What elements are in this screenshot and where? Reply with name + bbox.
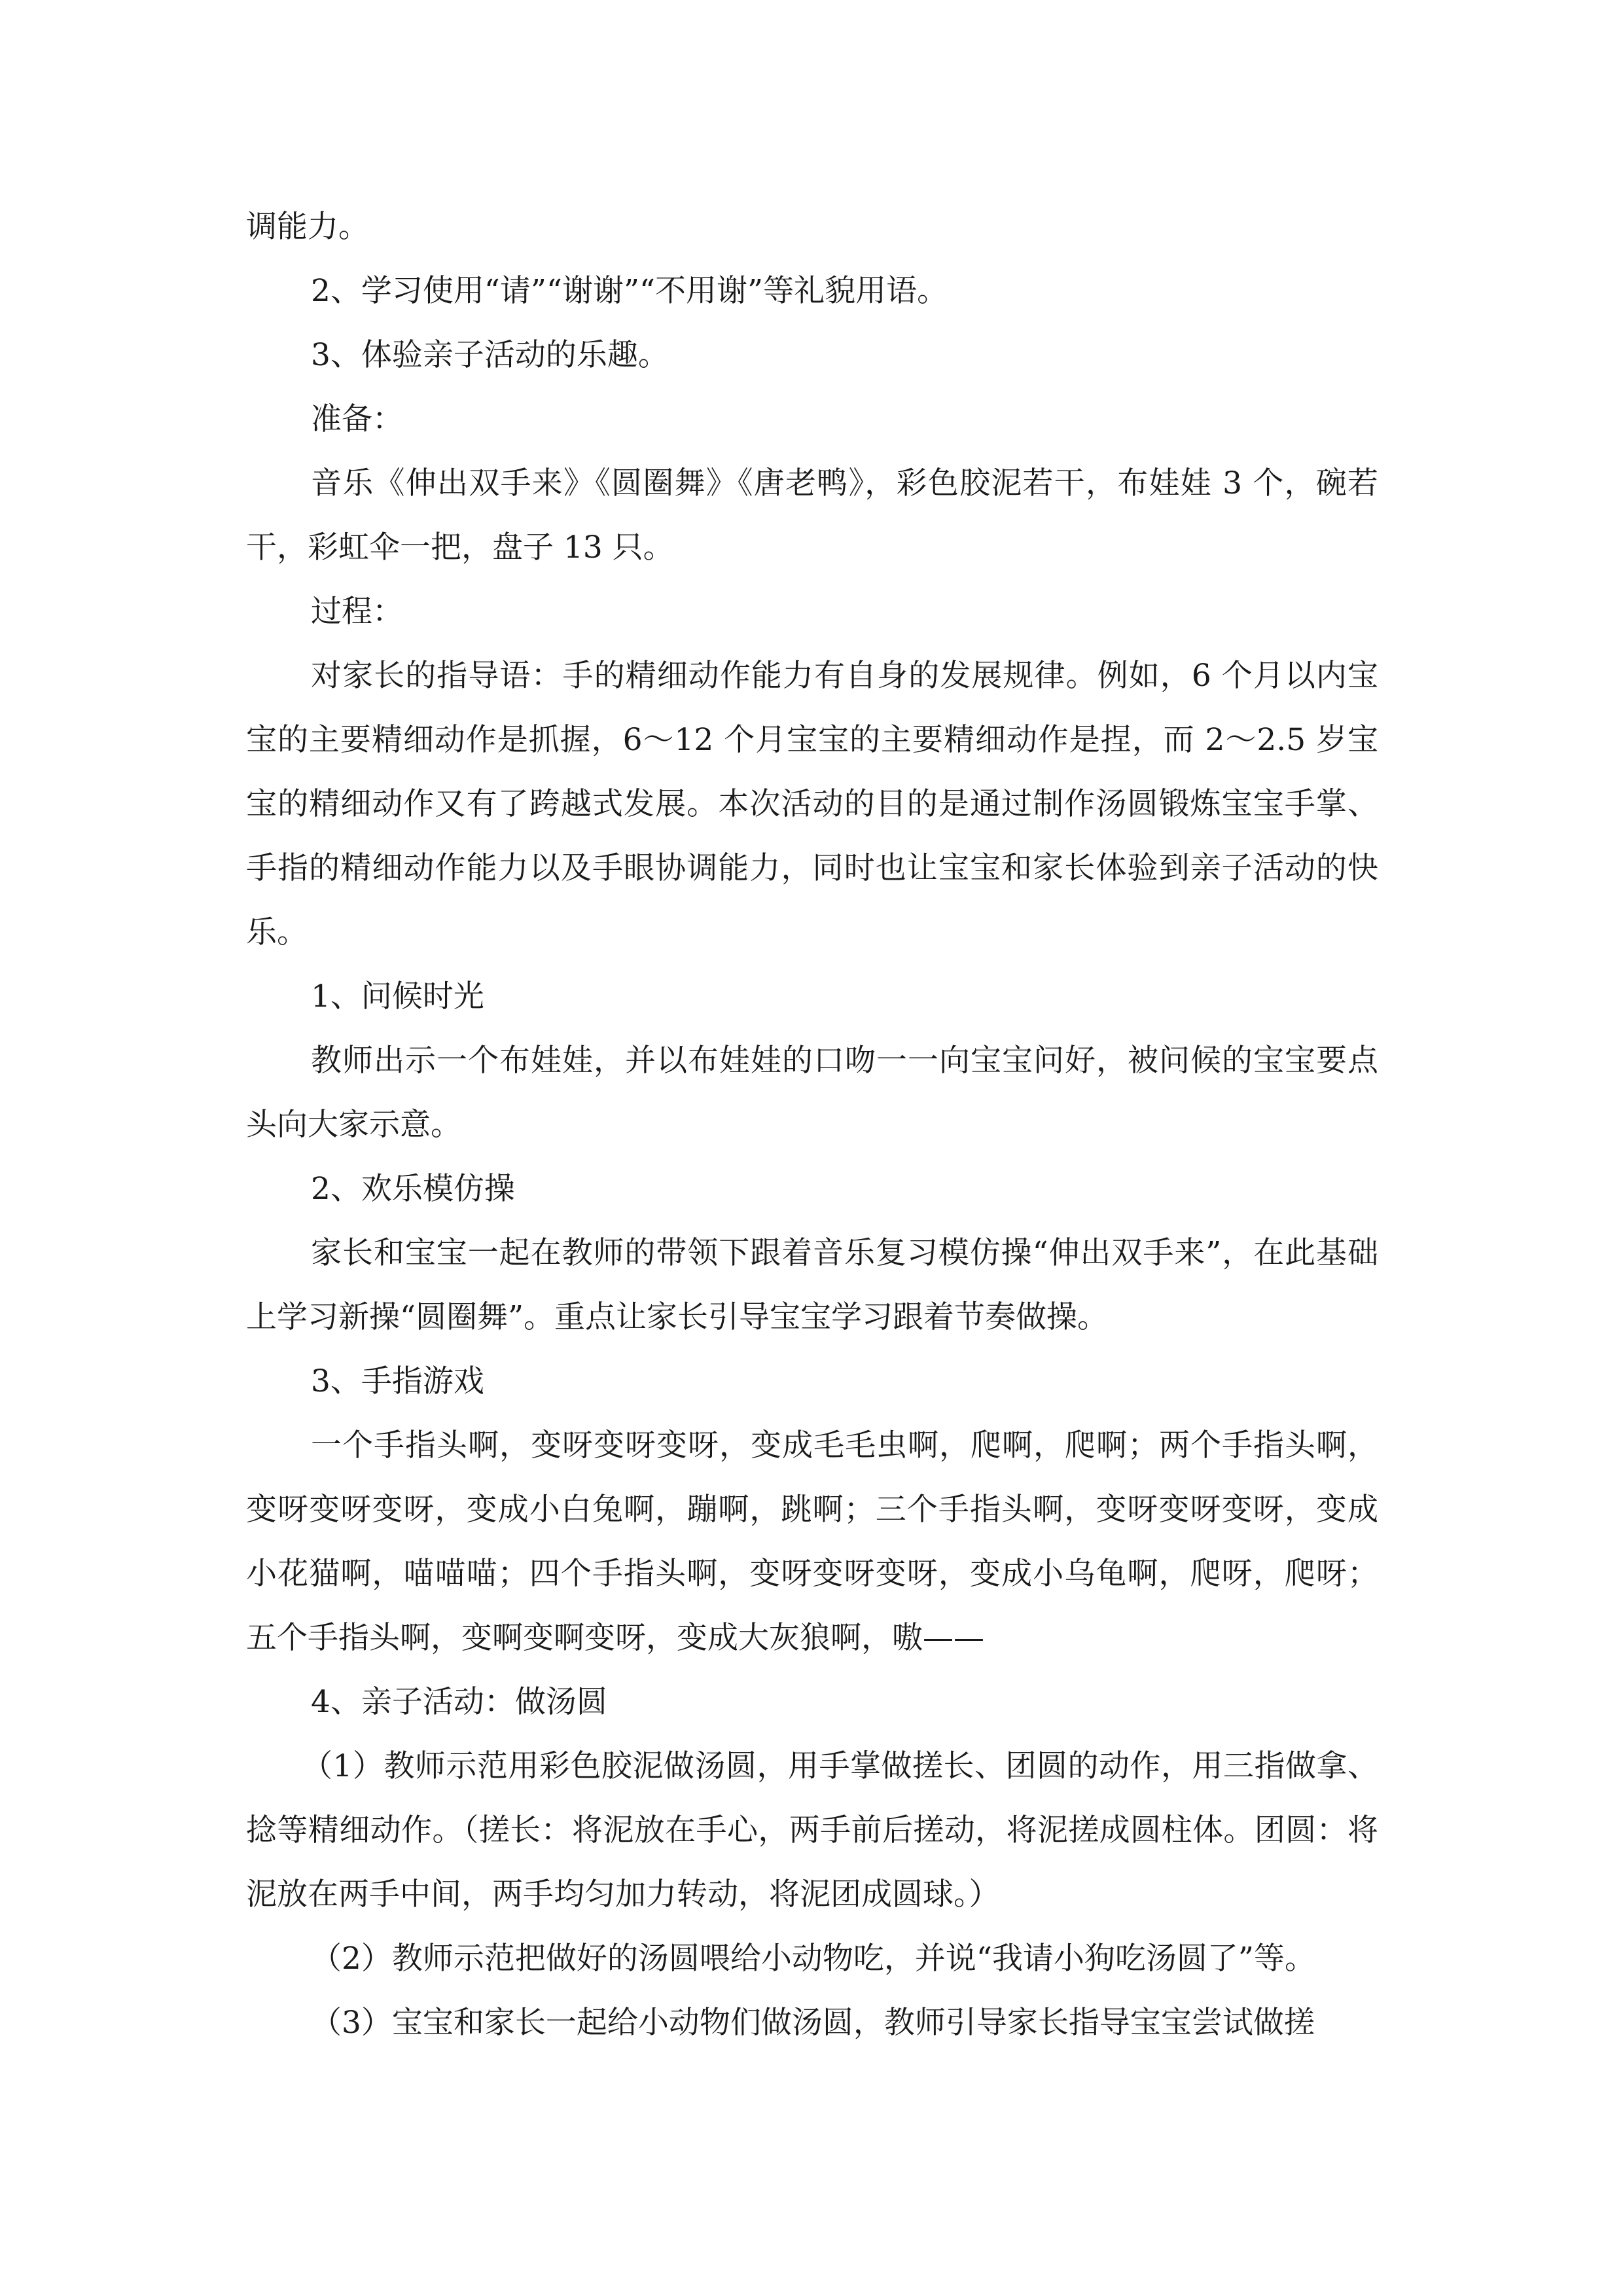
heading-greeting-time: 1、问候时光	[311, 978, 484, 1014]
paragraph-step-1: （1）教师示范用彩色胶泥做汤圆，用手掌做搓长、团圆的动作，用三指做拿、捻等精细动作。（搓长：将泥放在手心，两手前后搓动，将泥搓成圆柱体。团圆：将泥放在两手中间，两手均匀加力转动，将泥团成圆球。）	[246, 1748, 1378, 1912]
paragraph-finger-rhyme: 一个手指头啊，变呀变呀变呀，变成毛毛虫啊，爬啊，爬啊；两个手指头啊，变呀变呀变呀，变成小白兔啊，蹦啊，跳啊；三个手指头啊，变呀变呀变呀，变成小花猫啊，喵喵喵；四个手指头啊，变呀变呀变呀，变成小乌龟啊，爬呀，爬呀；五个手指头啊，变啊变啊变呀，变成大灰狼啊，嗷——	[246, 1427, 1378, 1656]
paragraph-step-3: （3）宝宝和家长一起给小动物们做汤圆，教师引导家长指导宝宝尝试做搓	[311, 2005, 1315, 2041]
heading-preparation: 准备：	[311, 401, 403, 437]
document-body	[246, 195, 1378, 2055]
heading-parent-child-activity: 4、亲子活动：做汤圆	[311, 1684, 607, 1720]
paragraph-step-2: （2）教师示范把做好的汤圆喂给小动物吃，并说“我请小狗吃汤圆了”等。	[311, 1941, 1315, 1977]
heading-imitation-exercise: 2、欢乐模仿操	[311, 1171, 515, 1207]
paragraph-imitation: 家长和宝宝一起在教师的带领下跟着音乐复习模仿操“伸出双手来”，在此基础上学习新操“圆圈舞”。重点让家长引导宝宝学习跟着节奏做操。	[246, 1235, 1378, 1335]
paragraph-greeting: 教师出示一个布娃娃，并以布娃娃的口吻一一向宝宝问好，被问候的宝宝要点头向大家示意。	[246, 1043, 1378, 1143]
paragraph-continuation: 调能力。	[246, 209, 369, 245]
heading-finger-game: 3、手指游戏	[311, 1363, 484, 1399]
paragraph-materials: 音乐《伸出双手来》《圆圈舞》《唐老鸭》，彩色胶泥若干，布娃娃 3 个，碗若干，彩虹伞一把，盘子 13 只。	[246, 465, 1378, 565]
paragraph-goal-2: 2、学习使用“请”“谢谢”“不用谢”等礼貌用语。	[311, 273, 948, 309]
paragraph-goal-3: 3、体验亲子活动的乐趣。	[311, 337, 669, 373]
heading-process: 过程：	[311, 594, 403, 630]
paragraph-parent-guidance: 对家长的指导语：手的精细动作能力有自身的发展规律。例如，6 个月以内宝宝的主要精细动作是抓握，6～12 个月宝宝的主要精细动作是捏，而 2～2.5 岁宝宝的精细动作又有了跨越式发展。本次活动的目的是通过制作汤圆锻炼宝宝手掌、手指的精细动作能力以及手眼协调能力，同时也让宝宝和家长体验到亲子活动的快乐。	[246, 658, 1378, 950]
